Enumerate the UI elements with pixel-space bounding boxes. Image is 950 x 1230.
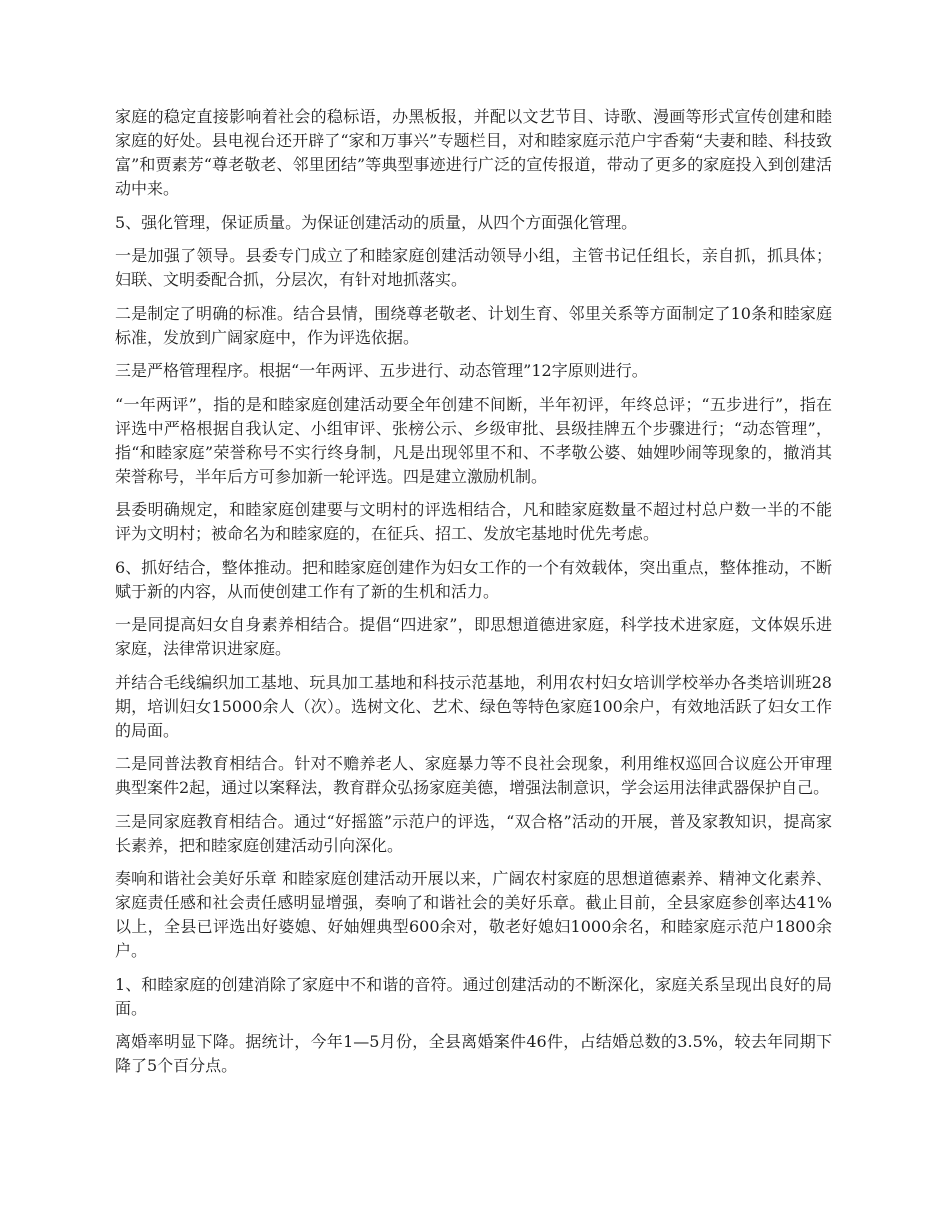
paragraph-3: 一是加强了领导。县委专门成立了和睦家庭创建活动领导小组，主管书记任组长，亲自抓，抓具体；妇联、文明委配合抓，分层次，有针对地抓落实。 [115,246,832,289]
paragraph-11: 二是同普法教育相结合。针对不赡养老人、家庭暴力等不良社会现象，利用维权巡回合议庭公开审理典型案件2起，通过以案释法，教育群众弘扬家庭美德，增强法制意识，学会运用法律武器保护自己。 [115,754,832,797]
paragraph-4: 二是制定了明确的标准。结合县情，围绕尊老敬老、计划生育、邻里关系等方面制定了10条和睦家庭标准，发放到广阔家庭中，作为评选依据。 [115,303,832,347]
paragraph-13: 奏响和谐社会美好乐章 和睦家庭创建活动开展以来，广阔农村家庭的思想道德素养、精神文化素养、家庭责任感和社会责任感明显增强，奏响了和谐社会的美好乐章。截止目前，全县家庭参创率达41%以上，全县已评选出好婆媳、好妯娌典型600余对，敬老好媳妇1000余名，和睦家庭示范户1800余户。 [115,869,832,960]
paragraph-9: 一是同提高妇女自身素养相结合。提倡“四进家”，即思想道德进家庭，科学技术进家庭，文体娱乐进家庭，法律常识进家庭。 [115,615,832,658]
paragraph-10: 并结合毛线编织加工基地、玩具加工基地和科技示范基地，利用农村妇女培训学校举办各类培训班28期，培训妇女15000余人（次）。选树文化、艺术、绿色等特色家庭100余户，有效地活跃了妇女工作的局面。 [115,672,832,740]
paragraph-6: “一年两评”，指的是和睦家庭创建活动要全年创建不间断，半年初评，年终总评；“五步进行”，指在评选中严格根据自我认定、小组审评、张榜公示、乡级审批、县级挂牌五个步骤进行；“动态管理”，指“和睦家庭”荣誉称号不实行终身制，凡是出现邻里不和、不孝敬公婆、妯娌吵闹等现象的，撤消其荣誉称号，半年后方可参加新一轮评选。四是建立激励机制。 [115,394,832,486]
paragraph-14: 1、和睦家庭的创建消除了家庭中不和谐的音符。通过创建活动的不断深化，家庭关系呈现出良好的局面。 [115,974,832,1018]
paragraph-12: 三是同家庭教育相结合。通过“好摇篮”示范户的评选，“双合格”活动的开展，普及家教知识，提高家长素养，把和睦家庭创建活动引向深化。 [115,811,832,855]
paragraph-5: 三是严格管理程序。根据“一年两评、五步进行、动态管理”12字原则进行。 [115,361,648,380]
paragraph-7: 县委明确规定，和睦家庭创建要与文明村的评选相结合，凡和睦家庭数量不超过村总户数一半的不能评为文明村；被命名为和睦家庭的，在征兵、招工、发放宅基地时优先考虑。 [115,500,832,543]
paragraph-15: 离婚率明显下降。据统计，今年1—5月份，全县离婚案件46件，占结婚总数的3.5%，较去年同期下降了5个百分点。 [115,1032,832,1075]
paragraph-2: 5、强化管理，保证质量。为保证创建活动的质量，从四个方面强化管理。 [115,212,638,232]
paragraph-1: 家庭的稳定直接影响着社会的稳标语，办黑板报，并配以文艺节目、诗歌、漫画等形式宣传创建和睦家庭的好处。县电视台还开辟了“家和万事兴”专题栏目，对和睦家庭示范户宇香菊“夫妻和睦、科技致富”和贾素芳“尊老敬老、邻里团结”等典型事迹进行广泛的宣传报道，带动了更多的家庭投入到创建活动中来。 [115,107,832,198]
paragraph-8: 6、抓好结合，整体推动。把和睦家庭创建作为妇女工作的一个有效载体，突出重点，整体推动，不断赋于新的内容，从而使创建工作有了新的生机和活力。 [115,557,832,601]
